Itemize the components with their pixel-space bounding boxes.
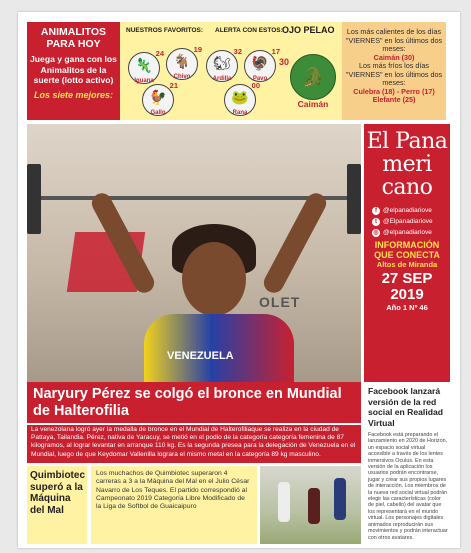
animal-name: Pavo [252, 76, 268, 82]
player-figure [334, 478, 346, 520]
rooster-icon: 🐓 [149, 89, 167, 105]
animalitos-title: ANIMALITOS PARA HOY [40, 26, 107, 50]
side-headline: Facebook lanzará versión de la red social en Realidad Virtual [368, 386, 443, 428]
frog-icon: 🐸 [231, 89, 249, 105]
hot-value: Caimán (30) [373, 52, 415, 62]
player-figure [278, 482, 290, 522]
athlete-suit [144, 314, 294, 382]
favorites-heading: NUESTROS FAVORITOS: [126, 27, 204, 34]
twitter-icon: t [372, 218, 380, 226]
alert-rana [224, 81, 260, 116]
goat-icon: 🐐 [173, 53, 191, 69]
animalitos-intro [27, 22, 120, 120]
animalitos-footer: Los siete mejores: [33, 89, 114, 100]
bottom-headline: Quimbiotec superó a la Máquina del Mal [27, 466, 87, 544]
animal-name: Caimán [297, 99, 329, 109]
main-story-body: La venezolana logró ayer la medalla de bronce en el Mundial de Halterofiliaque se realiza en la ciudad de Pattaya, Tailandia. Pérez, nativa de Yaracuy, se metió en el podio de la categoría categoría femenina de 87 kilogramos, al lograr levantar en arranque 110 kg. Es la segunda presea para la delegación de Venezuela en el Mundial, luego de que Keydomar Vallenilla lograra el mismo metal en la categoría 89 kg masculino. [27, 425, 361, 463]
social-twitter[interactable] [372, 216, 450, 227]
issue-number: Año 1 Nº 46 [386, 303, 428, 312]
favorite-gallo [142, 81, 178, 116]
cold-label: Los más fríos los días "VIERNES" en los últimos dos meses: [345, 61, 443, 87]
side-story [364, 382, 450, 542]
caiman-icon: 🐊 [301, 67, 325, 87]
alert-ardilla [206, 47, 242, 82]
softball-photo [260, 466, 361, 544]
sponsor-text: OLET [259, 294, 301, 310]
issue-date: 27 SEP 2019 [381, 270, 433, 303]
animal-name: Ardilla [212, 76, 232, 82]
weightlifter-photo [27, 124, 361, 382]
animal-number: 19 [193, 45, 202, 54]
animal-name: Rana [232, 110, 248, 116]
social-instagram[interactable] [372, 227, 450, 238]
animal-number: 21 [169, 81, 178, 90]
animalitos-subtitle: Juega y gana con los Animalitos de la suerte (lotto activo) [30, 54, 117, 85]
weight-plate [347, 164, 361, 234]
ojo-pelao-caiman [279, 54, 336, 109]
hot-label: Los más calientes de los días "VIERNES" en los últimos dos meses: [345, 27, 443, 53]
jersey-label: VENEZUELA [167, 350, 234, 362]
masthead-title: El Pana meri cano [366, 129, 448, 200]
tagline: INFORMACIÓN QUE CONECTA [374, 240, 440, 260]
side-story-body: Facebook está preparando el lanzamiento en 2020 de Horizon, un espacio social virtual accesible a través de los lentes inmersivos Oculus. En esta versión de la aplicación los usuarios podrán encontrarse, jugar y crear sus propios lugares de interacción. Los miembros de la nueva red social virtual podrán elegir las características (color de piel, cabello) del avatar que los representará en el mundo virtual. Los personajes digitales animados reproducirán sus movimientos y podrán interactuar con otros avatares. [368, 432, 448, 541]
animal-number: 24 [155, 49, 164, 58]
instagram-icon: ◎ [373, 230, 379, 236]
iguana-icon: 🦎 [135, 57, 153, 73]
athlete-face [182, 242, 246, 316]
weight-plate [27, 164, 41, 234]
social-handle: @Elpanadiariove [383, 218, 433, 225]
social-handle: @elpanadiariove [383, 207, 432, 214]
bottom-story [27, 466, 361, 544]
cold-value-1: Culebra (18) - Perro (17) [353, 86, 435, 96]
player-figure [308, 488, 320, 524]
animalitos-banner [27, 22, 446, 120]
alerts-heading: ALERTA CON ESTOS: [215, 27, 283, 34]
animal-number: 32 [233, 47, 242, 56]
ojo-pelao-heading: OJO PELAO [282, 25, 335, 35]
favorite-chivo [166, 45, 202, 80]
social-handle: @elpanadiariove [383, 229, 432, 236]
favorite-iguana [128, 49, 164, 84]
newspaper-page [18, 12, 460, 548]
bottom-story-body: Los muchachos de Quimbiotec superaron 4 carreras a 3 a la Máquina del Mal en el Julio César Navarro de Los Teques. El partido correspondió al Campeonato 2019 Categoría Libre Modificado de la Liga de Softbol de Guaicaipuro [91, 466, 257, 544]
right-arm [260, 190, 329, 297]
animal-name: Iguana [134, 78, 154, 84]
cold-value-2: Elefante (25) [372, 95, 416, 104]
turkey-icon: 🦃 [251, 55, 269, 71]
facebook-icon: f [372, 207, 380, 215]
animal-number: 00 [251, 81, 260, 90]
social-links [364, 205, 450, 238]
animal-number: 30 [279, 57, 290, 67]
squirrel-icon: 🐿 [213, 55, 231, 71]
animalitos-picks [120, 22, 342, 120]
social-facebook[interactable] [372, 205, 450, 216]
hot-cold-stats [342, 22, 446, 120]
animal-name: Gallo [150, 110, 166, 116]
masthead-column [364, 124, 450, 382]
alert-pavo [244, 47, 280, 82]
location: Altos de Miranda [376, 260, 438, 269]
main-headline: Naryury Pérez se colgó el bronce en Mundial de Halterofilia [27, 382, 361, 423]
animal-number: 17 [271, 47, 280, 56]
animal-name: Chivo [173, 74, 191, 80]
